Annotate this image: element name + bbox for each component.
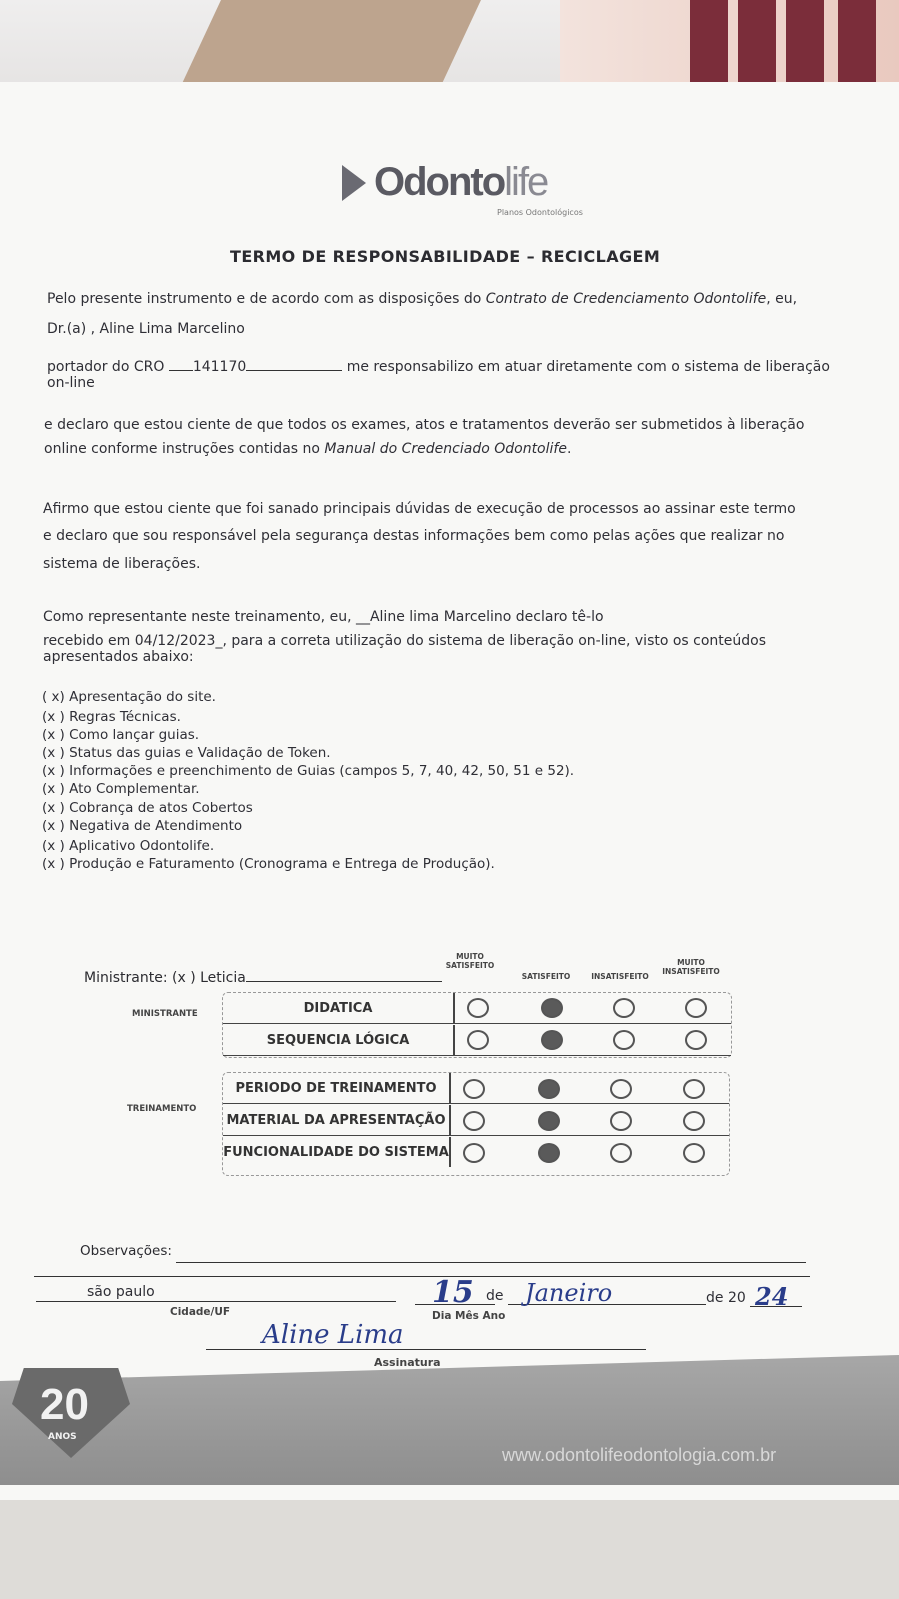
radio-insatisfeito[interactable] (613, 998, 635, 1018)
radio-insatisfeito[interactable] (610, 1111, 632, 1131)
year-prefix: de 20 (706, 1290, 746, 1306)
radio-satisfeito[interactable] (538, 1111, 560, 1131)
radio-satisfeito[interactable] (541, 998, 563, 1018)
radio-muito-insatisfeito[interactable] (683, 1143, 705, 1163)
brown-card (179, 0, 481, 90)
checklist-item: ( x) Apresentação do site. (42, 689, 216, 705)
radio-satisfeito[interactable] (541, 1030, 563, 1050)
radio-muito-insatisfeito[interactable] (685, 998, 707, 1018)
checklist-item: (x ) Negativa de Atendimento (42, 818, 243, 834)
checklist-item: (x ) Ato Complementar. (42, 781, 200, 797)
rating-label: MATERIAL DA APRESENTAÇÃO (223, 1105, 451, 1135)
badge-number: 20 (40, 1380, 89, 1429)
radio-satisfeito[interactable] (538, 1143, 560, 1163)
paragraph-3-line-1: Como representante neste treinamento, eu, __Aline lima Marcelino declaro tê-lo (43, 609, 604, 625)
rating-row-funcionalidade (223, 1137, 729, 1167)
observacoes-label: Observações: (80, 1243, 172, 1259)
rating-label: PERIODO DE TREINAMENTO (223, 1073, 451, 1103)
paragraph-3-line-2: recebido em 04/12/2023_, para a correta utilização do sistema de liberação on-line, visto os conteúdos (43, 633, 767, 649)
group-label-ministrante: MINISTRANTE (132, 1009, 198, 1019)
group-label-treinamento: TREINAMENTO (127, 1104, 197, 1114)
paragraph-2-line-3: sistema de liberações. (43, 556, 201, 572)
checklist-item: (x ) Como lançar guias. (42, 727, 200, 743)
logo-tagline: Planos Odontológicos (497, 208, 583, 217)
odontolife-logo (342, 160, 583, 217)
month-handwritten: Janeiro (525, 1279, 613, 1307)
checklist-item: (x ) Informações e preenchimento de Guias (campos 5, 7, 40, 42, 50, 51 e 52). (42, 763, 575, 779)
year-handwritten: 24 (755, 1282, 789, 1311)
document-title: TERMO DE RESPONSABILIDADE – RECICLAGEM (230, 247, 661, 266)
paragraph-1-line-1: Pelo presente instrumento e de acordo com as disposições do Contrato de Credenciamento Odontolife, eu, (47, 291, 798, 307)
paragraph-2-line-2: e declaro que sou responsável pela segurança destas informações bem como pelas ações que realizar no (43, 528, 785, 544)
checklist-item: (x ) Produção e Faturamento (Cronograma e Entrega de Produção). (42, 856, 495, 872)
radio-muito-insatisfeito[interactable] (683, 1111, 705, 1131)
scale-header-muito-satisfeito: MUITO SATISFEITO (445, 952, 495, 970)
rating-label: DIDATICA (223, 993, 455, 1023)
doctor-name-line: Dr.(a) , Aline Lima Marcelino (47, 321, 245, 337)
observacoes-field-line-2[interactable] (34, 1276, 810, 1277)
rating-row-didatica (223, 993, 731, 1024)
signature-label: Assinatura (374, 1356, 441, 1369)
online-word: on-line (47, 375, 95, 391)
cro-number: 141170 (192, 359, 247, 375)
radio-muito-satisfeito[interactable] (463, 1079, 485, 1099)
rating-row-material (223, 1105, 729, 1136)
city-label: Cidade/UF (170, 1306, 231, 1318)
day-handwritten: 15 (432, 1275, 474, 1310)
city-field[interactable] (36, 1301, 396, 1302)
de-text-1: de (486, 1288, 504, 1304)
radio-insatisfeito[interactable] (613, 1030, 635, 1050)
checklist-item: (x ) Aplicativo Odontolife. (42, 838, 215, 854)
radio-satisfeito[interactable] (538, 1079, 560, 1099)
logo-arrow-icon (342, 165, 366, 201)
radio-muito-satisfeito[interactable] (467, 998, 489, 1018)
signature-handwritten: Aline Lima (262, 1320, 404, 1350)
ministrante-rating-table (222, 992, 732, 1058)
rating-label: SEQUENCIA LÓGICA (223, 1025, 455, 1055)
paragraph-2-line-1: Afirmo que estou ciente que foi sanado principais dúvidas de execução de processos ao assinar este termo (43, 501, 796, 517)
checklist-item: (x ) Regras Técnicas. (42, 709, 181, 725)
badge-anos: ANOS (48, 1432, 77, 1442)
paragraph-3-line-3: apresentados abaixo: (43, 649, 194, 665)
rating-row-periodo (223, 1073, 729, 1104)
checklist-item: (x ) Cobrança de atos Cobertos (42, 800, 253, 816)
radio-muito-satisfeito[interactable] (467, 1030, 489, 1050)
scale-header-muito-insatisfeito: MUITO INSATISFEITO (662, 958, 720, 976)
radio-muito-insatisfeito[interactable] (685, 1030, 707, 1050)
cro-line: portador do CRO 141170 me responsabilizo em atuar diretamente com o sistema de liberação (47, 359, 830, 375)
city-value: são paulo (87, 1284, 155, 1300)
radio-muito-satisfeito[interactable] (463, 1143, 485, 1163)
scale-header-satisfeito: SATISFEITO (521, 972, 571, 981)
table-surface (0, 1500, 899, 1599)
rating-label: FUNCIONALIDADE DO SISTEMA (223, 1137, 451, 1167)
checklist-item: (x ) Status das guias e Validação de Token. (42, 745, 331, 761)
rating-row-sequencia-logica (223, 1025, 731, 1056)
radio-muito-satisfeito[interactable] (463, 1111, 485, 1131)
ministrante-line: Ministrante: (x ) Leticia (84, 970, 442, 986)
observacoes-field[interactable] (176, 1262, 806, 1263)
paragraph-1-line-5: online conforme instruções contidas no Manual do Credenciado Odontolife. (44, 441, 572, 457)
treinamento-rating-table (222, 1072, 730, 1176)
paragraph-1-line-4: e declaro que estou ciente de que todos os exames, atos e tratamentos deverão ser submetidos à liberação (44, 417, 805, 433)
logo-text: Odontolife (374, 160, 548, 204)
website-url: www.odontolifeodontologia.com.br (502, 1445, 777, 1465)
radio-insatisfeito[interactable] (610, 1079, 632, 1099)
date-label: Dia Mês Ano (432, 1310, 506, 1322)
radio-insatisfeito[interactable] (610, 1143, 632, 1163)
radio-muito-insatisfeito[interactable] (683, 1079, 705, 1099)
scale-header-insatisfeito: INSATISFEITO (591, 972, 649, 981)
